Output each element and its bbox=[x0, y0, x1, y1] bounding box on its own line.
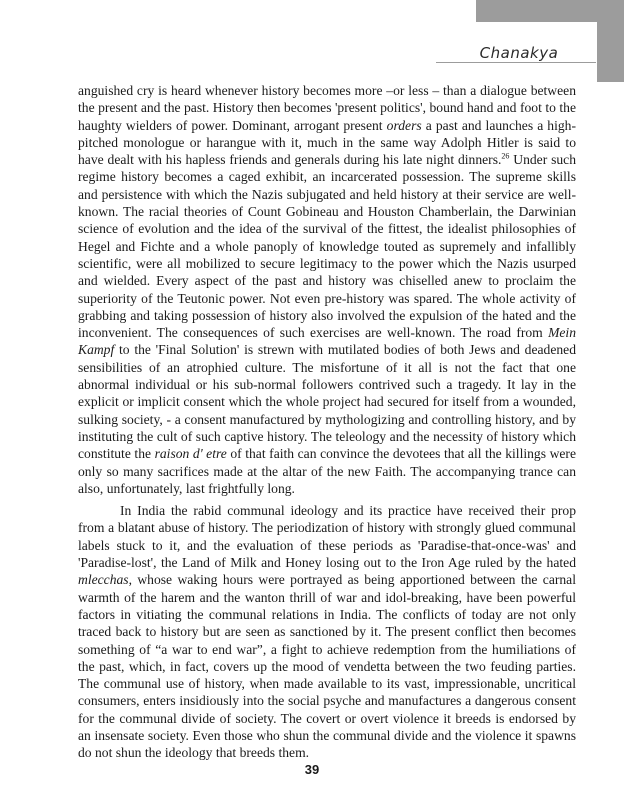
text-segment: to the 'Final Solution' is strewn with mutilated bodies of both Jews and deadened sensibilities of an atrophied culture. The misfortune of it all is not the fact that one abnormal individual or his sub-normal followers contrived such a tragedy. It lay in the explicit or implicit consent which the whole project had secured for itself from a wounded, sulking society, - a consent manufactured by mythologizing and controlling history, and by instituting the cult of such captive history. The teleology and the necessity of history which constitute the bbox=[78, 342, 576, 462]
italic-text: mlecchas bbox=[78, 572, 129, 588]
header-tab bbox=[476, 0, 624, 22]
text-segment: In India the rabid communal ideology and its practice have received their prop from a blatant abuse of history. The periodization of history with strongly glued communal labels stuck to it, and the evaluation of these periods as 'Paradise-that-once-was' and 'Paradise-lost', the Land of Milk and Honey losing out to the Iron Age ruled by the hated bbox=[78, 503, 576, 571]
text-segment: a past and launches a high-pitched monologue or harangue with it, much in the same way Adolph Hitler is said to have dealt with his hapless friends and generals during his late night dinners. bbox=[78, 117, 576, 168]
header-rule bbox=[436, 62, 596, 63]
text-segment: anguished cry is heard whenever history becomes more –or less – than a dialogue between the present and the past. History then becomes 'present politics', bound hand and foot to the haughty wielders of power. Dominant, arrogant present bbox=[78, 83, 576, 133]
paragraph-1 bbox=[78, 82, 576, 497]
text-segment: of that faith can convince the devotees that all the killings were only so many sacrifices made at the altar of the new Faith. The accompanying trance can also, unfortunately, last frightfully long. bbox=[78, 446, 576, 496]
text-segment: , whose waking hours were portrayed as being apportioned between the carnal warmth of the harem and the wanton thrill of war and idol-breaking, have been powerful factors in vitiating the communal relations in India. The conflicts of today are not only traced back to history but are seen as sanctioned by it. The present conflict then becomes something of “a war to end war”, a fight to achieve redemption from the humiliations of the past, which, in fact, covers up the mood of vendetta between the two feuding parties. The communal use of history, when made available to its vast, impressionable, uncritical consumers, enters insidiously into the social psyche and manufactures a dangerous consent for the communal divide of society. The covert or overt violence it breeds is endorsed by an insensate society. Even those who shun the communal divide and the violence it spawns do not shun the ideology that breeds them. bbox=[78, 572, 576, 761]
italic-text: Mein Kampf bbox=[78, 325, 576, 358]
paragraph-2 bbox=[78, 502, 576, 761]
italic-text: orders bbox=[386, 117, 422, 133]
body-text bbox=[78, 82, 576, 762]
journal-name: Chanakya bbox=[479, 44, 559, 62]
italic-text: raison d' etre bbox=[154, 446, 227, 462]
header-tab-edge bbox=[597, 22, 624, 82]
footnote-marker: 26 bbox=[501, 151, 510, 161]
text-segment: Under such regime history becomes a caged exhibit, an incarcerated possession. The supreme skills and persistence with which the Nazis subjugated and held history at their service are well-known. The racial theories of Count Gobineau and Houston Chamberlain, the Darwinian science of evolution and the idea of the survival of the fittest, the idealist philosophies of Hegel and Fichte and a whole panoply of knowledge touted as supremely and infallibly scientific, were all mobilized to secure legitimacy to the power which the Nazis usurped and wielded. Every aspect of the past and history was chiselled anew to proclaim the superiority of the Teutonic power. Not even pre-history was spared. The whole activity of grabbing and taking possession of history also involved the expulsion of the hated and the inconvenient. The consequences of such exercises are well-known. The road from bbox=[78, 152, 576, 341]
page-number: 39 bbox=[304, 762, 320, 777]
